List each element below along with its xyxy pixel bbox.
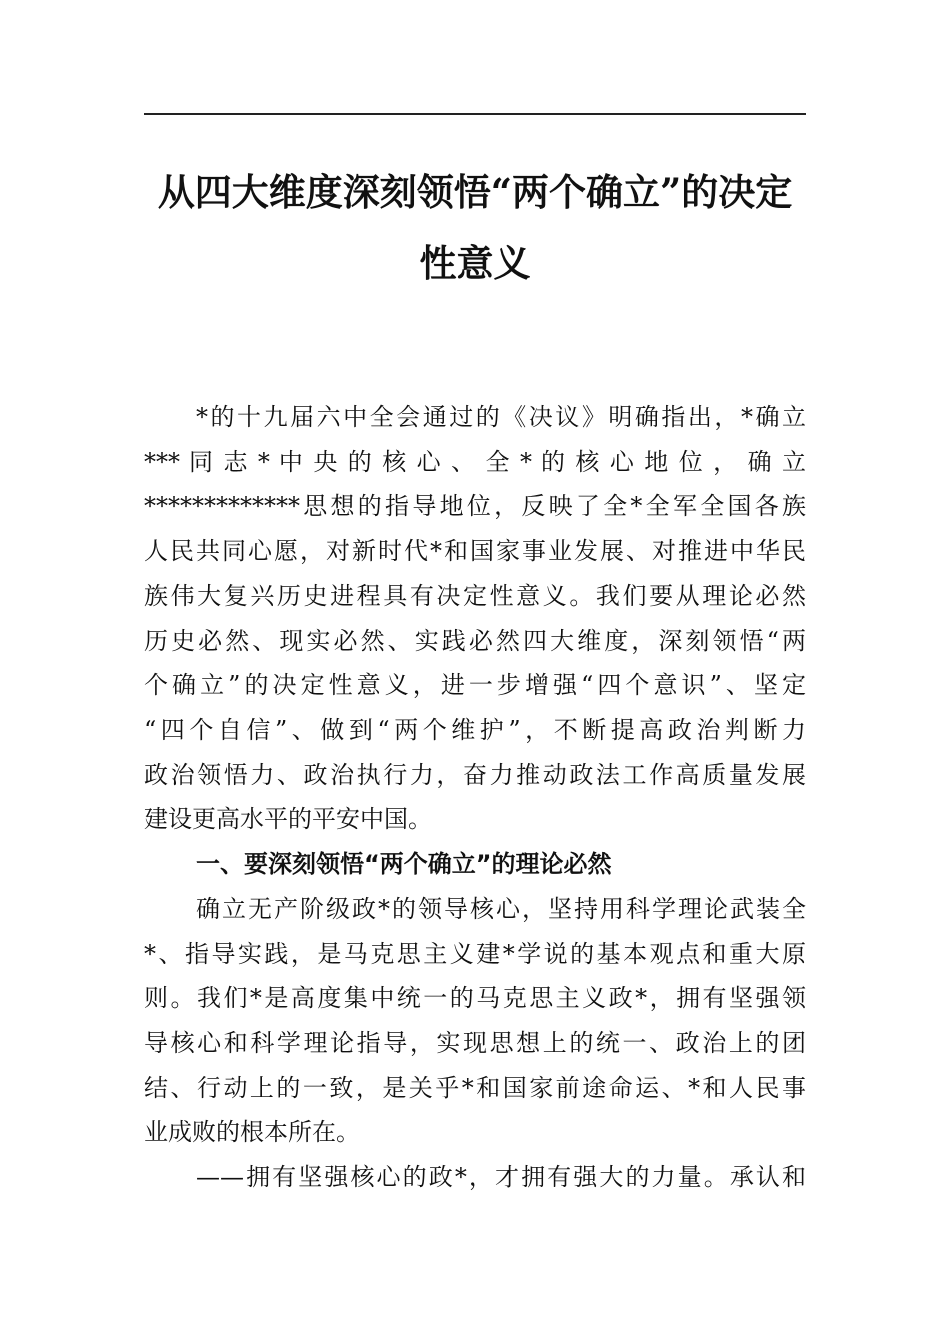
paragraph-3-line: ——拥有坚强核心的政*，才拥有强大的力量。承认和 [196, 1163, 806, 1191]
paragraph-1-line: *** 同 志 * 中 央 的 核 心 、 全 * 的 核 心 地 位 ， 确 立 [144, 448, 806, 476]
paragraph-2-line: 确立无产阶级政*的领导核心，坚持用科学理论武装全 [196, 895, 806, 923]
document-title-line-1: 从四大维度深刻领悟“两个确立”的决定 [157, 170, 793, 214]
paragraph-1-line: 建设更高水平的平安中国。 [144, 805, 432, 833]
paragraph-1-line: 历史必然、现实必然、实践必然四大维度，深刻领悟“两 [144, 627, 806, 655]
paragraph-2-line: *、指导实践，是马克思主义建*学说的基本观点和重大原 [144, 940, 806, 968]
paragraph-1-line: 族伟大复兴历史进程具有决定性意义。我们要从理论必然 [144, 582, 806, 610]
paragraph-1-line: “四个自信”、做到“两个维护”，不断提高政治判断力 [144, 716, 806, 744]
paragraph-1-line: 个确立”的决定性意义，进一步增强“四个意识”、坚定 [144, 671, 806, 699]
paragraph-2-line: 业成败的根本所在。 [144, 1118, 360, 1146]
paragraph-2-line: 结、行动上的一致，是关乎*和国家前途命运、*和人民事 [144, 1074, 806, 1102]
paragraph-1-line: *************思想的指导地位，反映了全*全军全国各族 [144, 492, 806, 520]
paragraph-2-line: 导核心和科学理论指导，实现思想上的统一、政治上的团 [144, 1029, 806, 1057]
section-heading: 一、要深刻领悟“两个确立”的理论必然 [196, 850, 612, 878]
header-rule [144, 113, 806, 115]
paragraph-2-line: 则。我们*是高度集中统一的马克思主义政*，拥有坚强领 [144, 984, 806, 1012]
paragraph-1-line: 人民共同心愿，对新时代*和国家事业发展、对推进中华民 [144, 537, 806, 565]
paragraph-1-line: 政治领悟力、政治执行力，奋力推动政法工作高质量发展 [144, 761, 806, 789]
document-title-line-2: 性意义 [419, 241, 531, 285]
paragraph-1-line: *的十九届六中全会通过的《决议》明确指出，*确立 [196, 403, 806, 431]
